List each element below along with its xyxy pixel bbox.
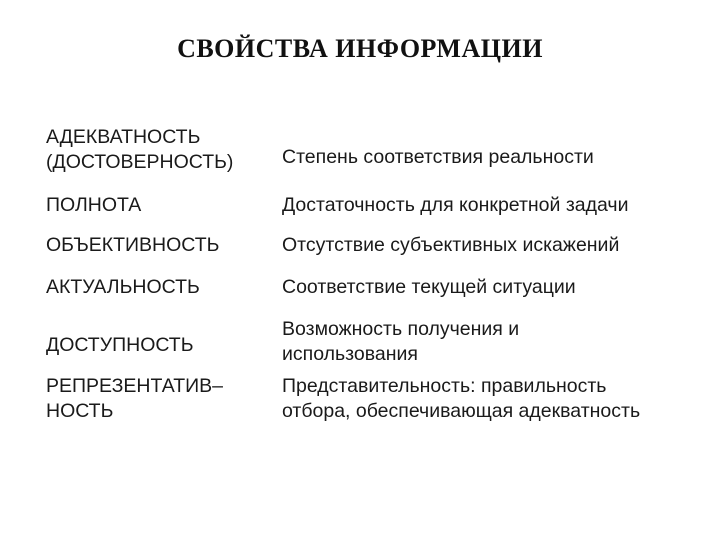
property-desc-adequacy xyxy=(282,145,594,170)
desc-line: использования xyxy=(282,343,418,365)
desc-line: Степень соответствия реальности xyxy=(282,146,594,168)
desc-line: Возможность получения и xyxy=(282,318,520,340)
property-term-adequacy xyxy=(46,125,233,175)
term-line: ОБЪЕКТИВНОСТЬ xyxy=(46,234,220,256)
desc-line: Достаточность для конкретной задачи xyxy=(282,194,629,216)
term-line: ДОСТУПНОСТЬ xyxy=(46,334,194,356)
desc-line: отбора, обеспечивающая адекватность xyxy=(282,400,641,422)
property-desc-accessibility xyxy=(282,317,519,367)
property-desc-representativeness xyxy=(282,374,640,424)
term-line: (ДОСТОВЕРНОСТЬ) xyxy=(46,151,234,173)
desc-line: Представительность: правильность xyxy=(282,375,607,397)
property-term-relevance xyxy=(46,275,200,300)
term-line: ПОЛНОТА xyxy=(46,194,142,216)
property-term-accessibility xyxy=(46,333,194,358)
term-line: НОСТЬ xyxy=(46,400,114,422)
term-line: АКТУАЛЬНОСТЬ xyxy=(46,276,200,298)
slide-title: СВОЙСТВА ИНФОРМАЦИИ xyxy=(177,34,543,63)
term-line: АДЕКВАТНОСТЬ xyxy=(46,126,201,148)
term-line: РЕПРЕЗЕНТАТИВ– xyxy=(46,375,224,397)
property-desc-completeness xyxy=(282,193,628,218)
property-desc-objectivity xyxy=(282,233,619,258)
property-term-completeness xyxy=(46,193,141,218)
property-term-representativeness xyxy=(46,374,223,424)
property-desc-relevance xyxy=(282,275,576,300)
desc-line: Соответствие текущей ситуации xyxy=(282,276,576,298)
desc-line: Отсутствие субъективных искажений xyxy=(282,234,620,256)
property-term-objectivity xyxy=(46,233,219,258)
